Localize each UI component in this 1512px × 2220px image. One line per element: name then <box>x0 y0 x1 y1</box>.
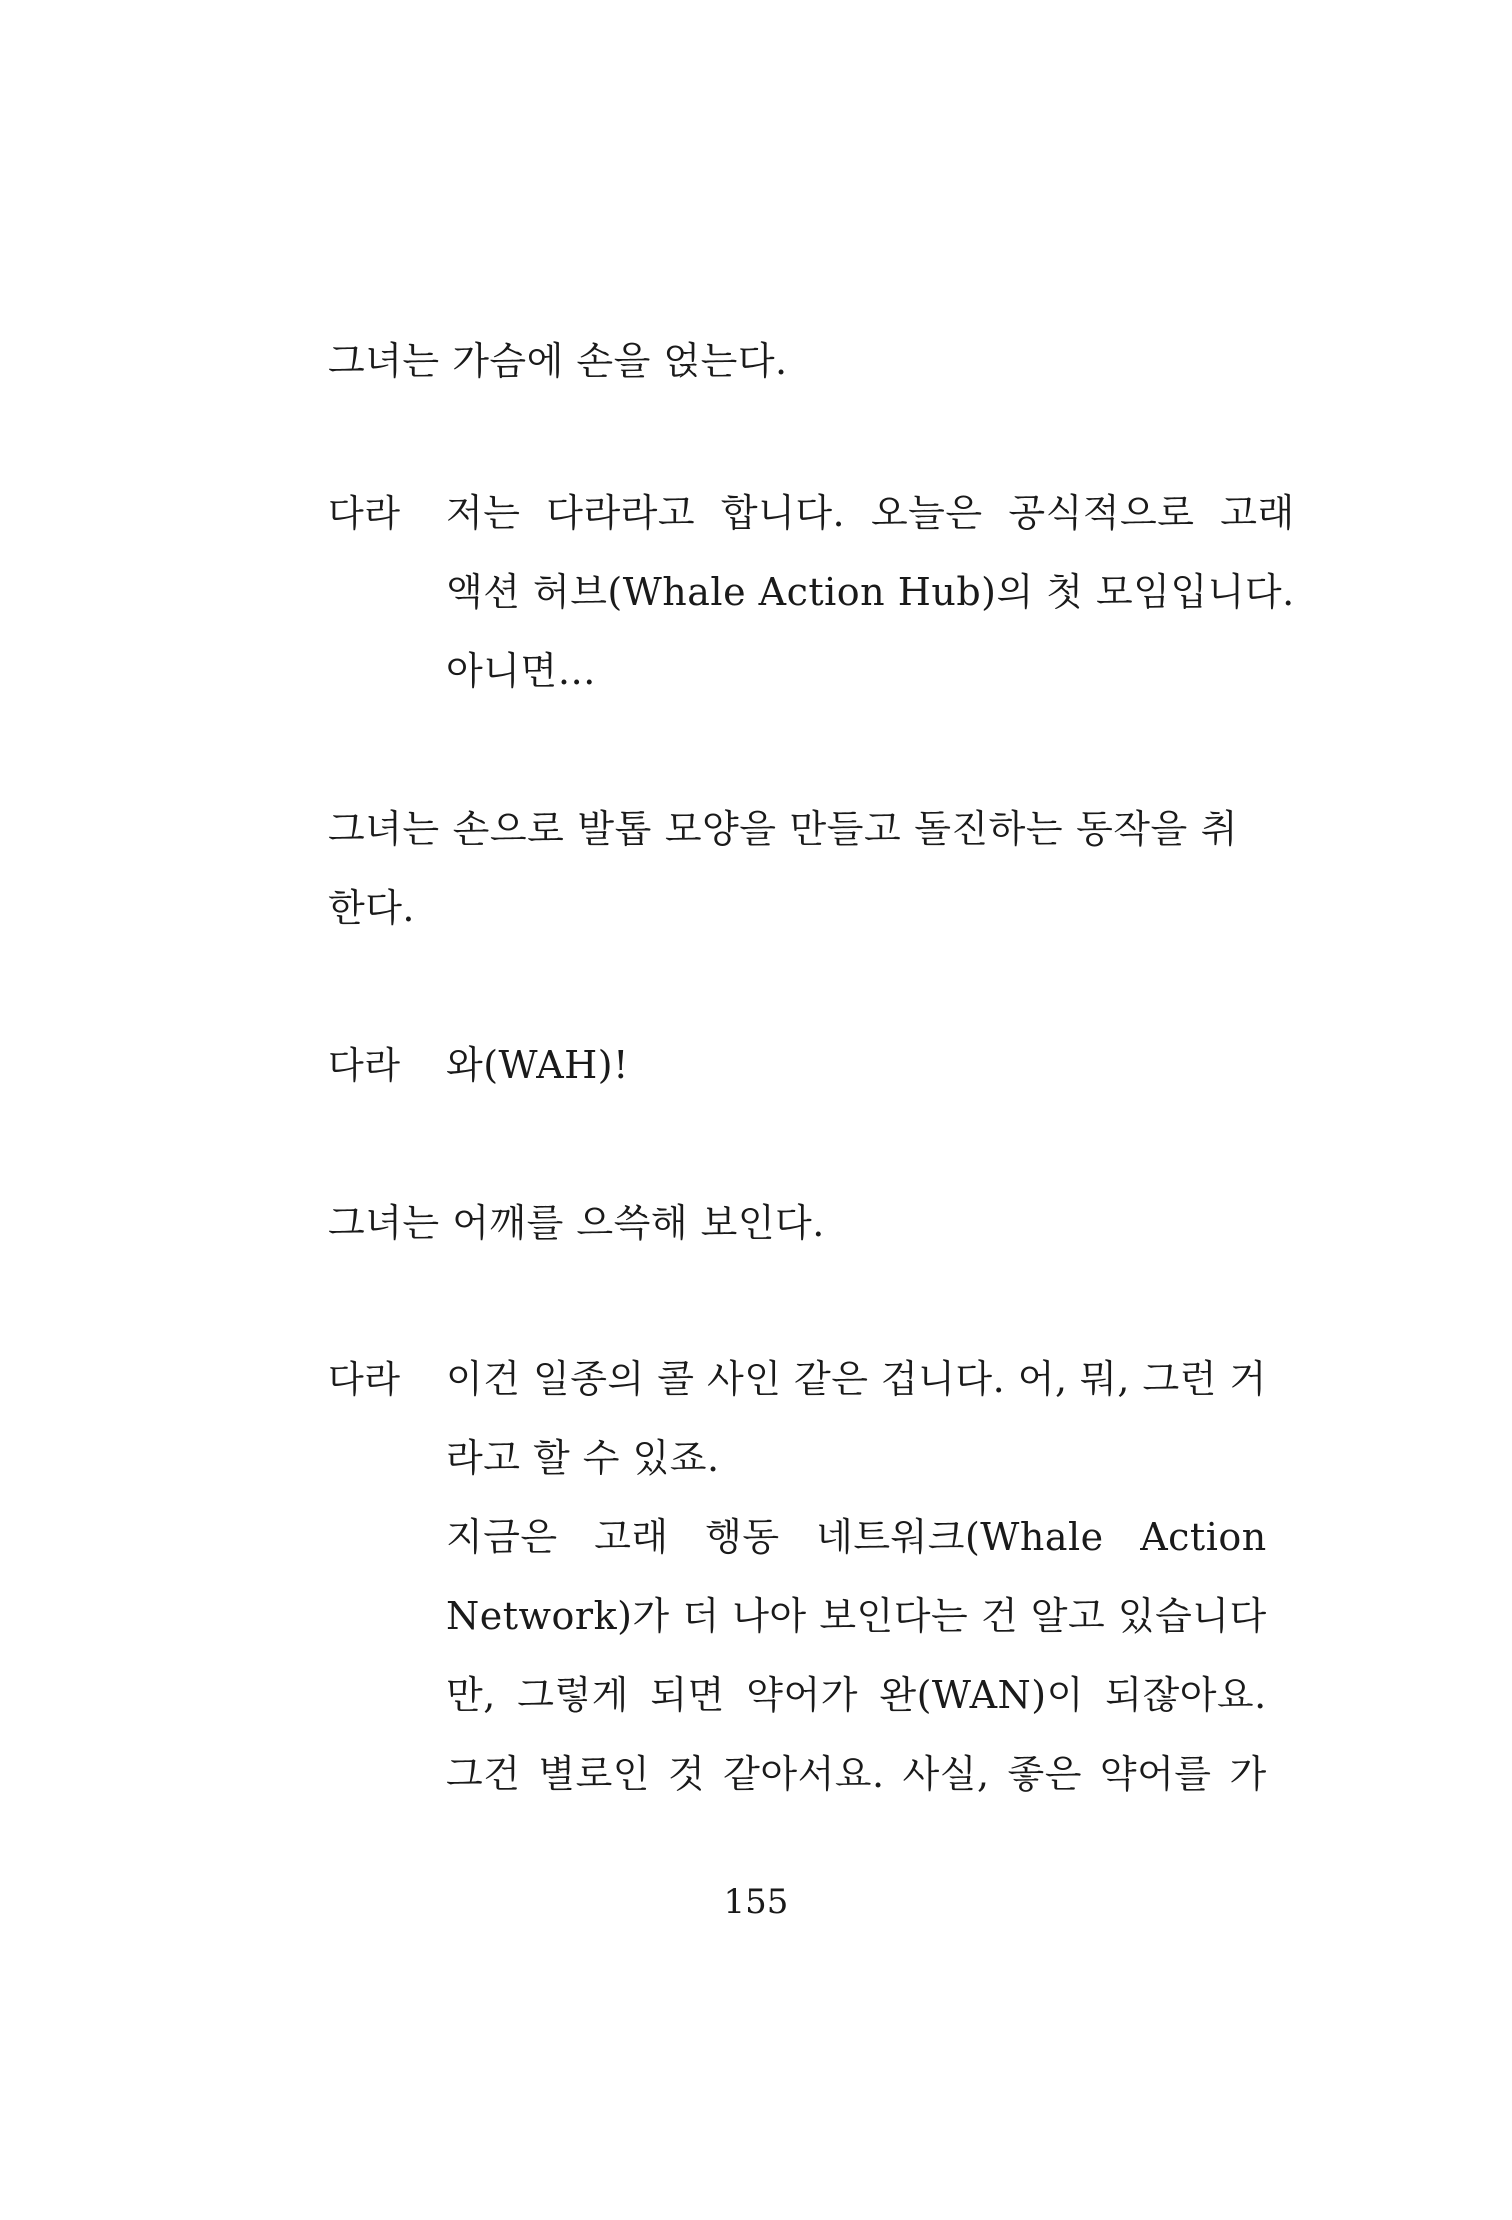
direction-line: 한다. <box>328 886 415 930</box>
dialogue <box>328 474 1295 711</box>
dialogue-line: 저는 다라라고 합니다. 오늘은 공식적으로 고래 <box>446 491 1295 535</box>
direction-line: 그녀는 어깨를 으쓱해 보인다. <box>328 1201 825 1245</box>
stage-direction <box>328 322 1238 401</box>
speaker-name: 다라 <box>328 1044 401 1087</box>
dialogue <box>328 1026 1238 1105</box>
dialogue-line: Network)가 더 나아 보인다는 건 알고 있습니다 <box>446 1594 1267 1638</box>
stage-direction <box>328 790 1238 948</box>
dialogue-line: 아니면… <box>446 649 597 693</box>
stage-direction <box>328 1184 1238 1263</box>
dialogue-line: 그건 별로인 것 같아서요. 사실, 좋은 약어를 가 <box>446 1752 1267 1796</box>
direction-line: 그녀는 가슴에 손을 얹는다. <box>328 339 788 383</box>
speaker-name: 다라 <box>328 492 401 535</box>
dialogue-lines <box>446 474 1295 711</box>
dialogue-lines <box>446 1340 1267 1814</box>
page-number: 155 <box>723 1882 789 1922</box>
speaker-name: 다라 <box>328 1358 401 1401</box>
direction-line: 그녀는 손으로 발톱 모양을 만들고 돌진하는 동작을 취 <box>328 807 1238 851</box>
dialogue-line: 액션 허브(Whale Action Hub)의 첫 모임입니다. <box>446 570 1295 614</box>
dialogue-lines <box>446 1026 1238 1105</box>
dialogue-line: 와(WAH)! <box>446 1043 629 1087</box>
dialogue-line: 이건 일종의 콜 사인 같은 겁니다. 어, 뭐, 그런 거 <box>446 1357 1267 1401</box>
dialogue-line: 만, 그렇게 되면 약어가 완(WAN)이 되잖아요. <box>446 1673 1267 1717</box>
dialogue-line: 지금은 고래 행동 네트워크(Whale Action <box>446 1515 1267 1559</box>
dialogue <box>328 1340 1267 1814</box>
dialogue-line: 라고 할 수 있죠. <box>446 1436 720 1480</box>
